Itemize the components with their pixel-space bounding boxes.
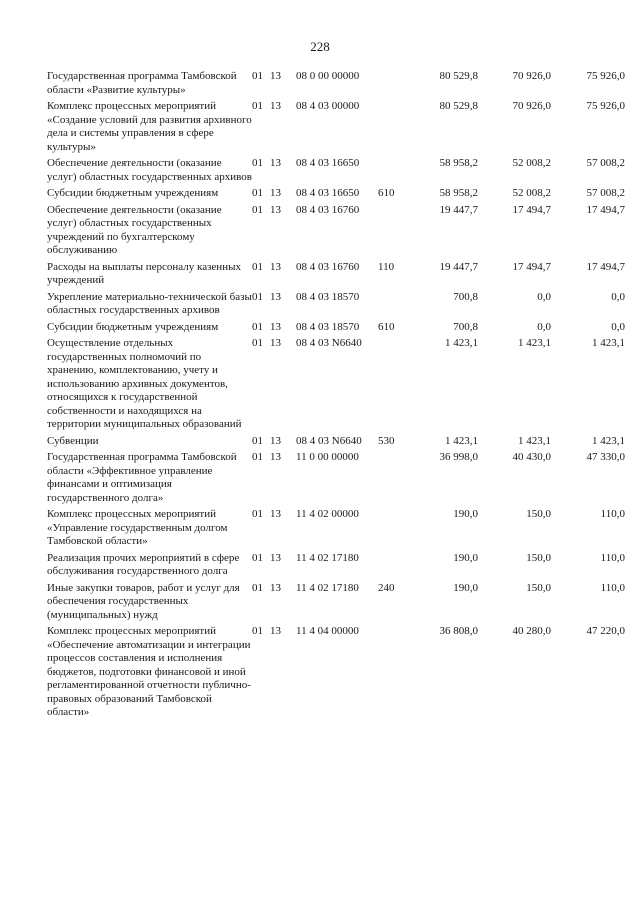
row-amount-year-1: 190,0: [453, 581, 478, 594]
row-name: Расходы на выплаты персоналу казенных учреждений: [47, 260, 241, 286]
row-amount-year-2: 1 423,1: [518, 434, 551, 447]
row-target-article: 08 4 03 18570: [296, 320, 360, 333]
row-section-code: 01: [252, 625, 263, 637]
row-amount-year-2: 40 280,0: [512, 625, 551, 637]
row-subsection-code: 13: [270, 337, 281, 349]
row-section-code: 01: [252, 203, 263, 216]
row-amount-year-1: 190,0: [453, 551, 478, 564]
row-target-article: 08 4 03 16760: [296, 260, 360, 273]
row-name: Комплекс процессных мероприятий «Создание условий для развития архивного дела и системы управления в сфере культуры»: [47, 100, 252, 153]
table-row: [47, 508, 625, 552]
row-section-code: 01: [252, 157, 263, 169]
row-amount-year-1: 700,8: [453, 320, 478, 333]
row-amount-year-2: 52 008,2: [512, 187, 551, 199]
row-amount-year-2: 1 423,1: [518, 337, 551, 349]
row-subsection-code: 13: [270, 187, 281, 199]
row-amount-year-1: 80 529,8: [439, 70, 478, 82]
row-expense-type: 610: [378, 187, 395, 199]
row-amount-year-3: 75 926,0: [586, 100, 625, 112]
table-row: [47, 625, 625, 723]
row-amount-year-1: 19 447,7: [439, 203, 478, 216]
table-row: [47, 552, 625, 582]
row-target-article: 08 0 00 00000: [296, 70, 360, 82]
row-section-code: 01: [252, 551, 263, 564]
row-amount-year-1: 190,0: [453, 508, 478, 520]
row-name: Обеспечение деятельности (оказание услуг) областных государственных учреждений по бухгалтерскому обслуживанию: [47, 203, 222, 256]
table-row: [47, 337, 625, 435]
row-expense-type: [378, 70, 406, 100]
row-amount-year-2: 40 430,0: [512, 451, 551, 463]
row-amount-year-3: 75 926,0: [586, 70, 625, 82]
row-expense-type: [378, 204, 406, 261]
row-expense-type: 530: [378, 434, 395, 447]
table-row: [47, 157, 625, 187]
row-amount-year-2: 52 008,2: [512, 157, 551, 169]
row-subsection-code: 13: [270, 625, 281, 637]
row-expense-type: [378, 100, 406, 157]
row-subsection-code: 13: [270, 451, 281, 463]
row-amount-year-3: 17 494,7: [586, 203, 625, 216]
row-amount-year-2: 70 926,0: [512, 100, 551, 112]
table-row: [47, 291, 625, 321]
row-amount-year-1: 36 808,0: [439, 625, 478, 637]
page-number: 228: [310, 39, 330, 54]
row-subsection-code: 13: [270, 260, 281, 273]
row-subsection-code: 13: [270, 290, 281, 303]
row-amount-year-1: 19 447,7: [439, 260, 478, 273]
table-row: [47, 100, 625, 157]
row-target-article: 08 4 03 18570: [296, 290, 360, 303]
row-name: Реализация прочих мероприятий в сфере обслуживания государственного долга: [47, 551, 240, 577]
row-subsection-code: 13: [270, 434, 281, 447]
row-subsection-code: 13: [270, 320, 281, 333]
row-amount-year-1: 1 423,1: [445, 337, 478, 349]
row-amount-year-1: 700,8: [453, 290, 478, 303]
row-target-article: 11 4 04 00000: [296, 625, 359, 637]
table-row: [47, 435, 625, 452]
row-section-code: 01: [252, 451, 263, 463]
row-subsection-code: 13: [270, 508, 281, 520]
row-name: Иные закупки товаров, работ и услуг для обеспечения государственных (муниципальных) нужд: [47, 581, 240, 621]
row-name: Государственная программа Тамбовской области «Развитие культуры»: [47, 70, 237, 96]
row-amount-year-2: 0,0: [537, 290, 551, 303]
row-target-article: 08 4 03 16650: [296, 157, 360, 169]
row-amount-year-3: 110,0: [600, 551, 625, 564]
row-target-article: 08 4 03 N6640: [296, 337, 362, 349]
row-amount-year-2: 150,0: [526, 581, 551, 594]
row-amount-year-3: 0,0: [611, 320, 625, 333]
table-row: [47, 187, 625, 204]
row-name: Субсидии бюджетным учреждениям: [47, 320, 219, 333]
row-target-article: 11 4 02 17180: [296, 551, 359, 564]
row-section-code: 01: [252, 187, 263, 199]
row-target-article: 08 4 03 16650: [296, 187, 360, 199]
row-amount-year-3: 47 220,0: [586, 625, 625, 637]
row-name: Комплекс процессных мероприятий «Обеспечение автоматизации и интеграции процессов составления и исполнения бюджетов, подготовки финансовой и иной регламентированной отчетности публично-правовых образований Тамбовской области»: [47, 625, 251, 718]
table-row: [47, 451, 625, 508]
row-expense-type: [378, 625, 406, 723]
row-amount-year-3: 57 008,2: [586, 157, 625, 169]
row-amount-year-1: 80 529,8: [439, 100, 478, 112]
row-expense-type: [378, 337, 406, 435]
table-row: [47, 261, 625, 291]
row-name: Осуществление отдельных государственных полномочий по хранению, комплектованию, учету и использованию архивных документов, относящихся к государственной собственности и находящихся на территории муниципальных образований: [47, 337, 242, 430]
row-amount-year-1: 1 423,1: [445, 434, 478, 447]
row-amount-year-3: 110,0: [600, 508, 625, 520]
row-section-code: 01: [252, 434, 263, 447]
row-amount-year-2: 17 494,7: [512, 260, 551, 273]
row-subsection-code: 13: [270, 203, 281, 216]
row-target-article: 11 4 02 17180: [296, 581, 359, 594]
table-row: [47, 582, 625, 626]
row-target-article: 08 4 03 N6640: [296, 434, 362, 447]
row-amount-year-3: 1 423,1: [592, 434, 625, 447]
row-expense-type: [378, 291, 406, 321]
row-section-code: 01: [252, 320, 263, 333]
row-section-code: 01: [252, 290, 263, 303]
row-amount-year-2: 70 926,0: [512, 70, 551, 82]
row-expense-type: [378, 552, 406, 582]
row-amount-year-1: 36 998,0: [439, 451, 478, 463]
budget-table: [47, 70, 625, 723]
row-name: Обеспечение деятельности (оказание услуг) областных государственных архивов: [47, 157, 252, 183]
row-amount-year-2: 17 494,7: [512, 203, 551, 216]
row-expense-type: 110: [378, 260, 395, 273]
row-target-article: 08 4 03 16760: [296, 203, 360, 216]
row-section-code: 01: [252, 337, 263, 349]
row-amount-year-2: 150,0: [526, 508, 551, 520]
row-subsection-code: 13: [270, 157, 281, 169]
row-subsection-code: 13: [270, 581, 281, 594]
row-amount-year-3: 0,0: [611, 290, 625, 303]
row-expense-type: [378, 508, 406, 552]
row-section-code: 01: [252, 70, 263, 82]
row-name: Комплекс процессных мероприятий «Управление государственным долгом Тамбовской области»: [47, 508, 228, 547]
row-name: Укрепление материально-технической базы областных государственных архивов: [47, 290, 252, 316]
row-amount-year-2: 0,0: [537, 320, 551, 333]
budget-table-body: [47, 70, 625, 723]
row-amount-year-3: 17 494,7: [586, 260, 625, 273]
row-expense-type: 240: [378, 581, 395, 594]
row-section-code: 01: [252, 581, 263, 594]
row-name: Государственная программа Тамбовской области «Эффективное управление финансами и оптимизация государственного долга»: [47, 451, 237, 504]
row-amount-year-1: 58 958,2: [439, 187, 478, 199]
row-name: Субсидии бюджетным учреждениям: [47, 187, 219, 199]
row-amount-year-3: 47 330,0: [586, 451, 625, 463]
row-target-article: 08 4 03 00000: [296, 100, 360, 112]
row-target-article: 11 4 02 00000: [296, 508, 359, 520]
table-row: [47, 321, 625, 338]
row-subsection-code: 13: [270, 70, 281, 82]
row-section-code: 01: [252, 508, 263, 520]
row-expense-type: [378, 157, 406, 187]
row-name: Субвенции: [47, 434, 99, 447]
table-row: [47, 70, 625, 100]
row-amount-year-3: 1 423,1: [592, 337, 625, 349]
row-amount-year-1: 58 958,2: [439, 157, 478, 169]
table-row: [47, 204, 625, 261]
row-expense-type: [378, 451, 406, 508]
row-amount-year-3: 57 008,2: [586, 187, 625, 199]
row-expense-type: 610: [378, 320, 395, 333]
row-subsection-code: 13: [270, 100, 281, 112]
row-amount-year-3: 110,0: [600, 581, 625, 594]
row-section-code: 01: [252, 100, 263, 112]
row-section-code: 01: [252, 260, 263, 273]
row-target-article: 11 0 00 00000: [296, 451, 359, 463]
row-subsection-code: 13: [270, 551, 281, 564]
row-amount-year-2: 150,0: [526, 551, 551, 564]
